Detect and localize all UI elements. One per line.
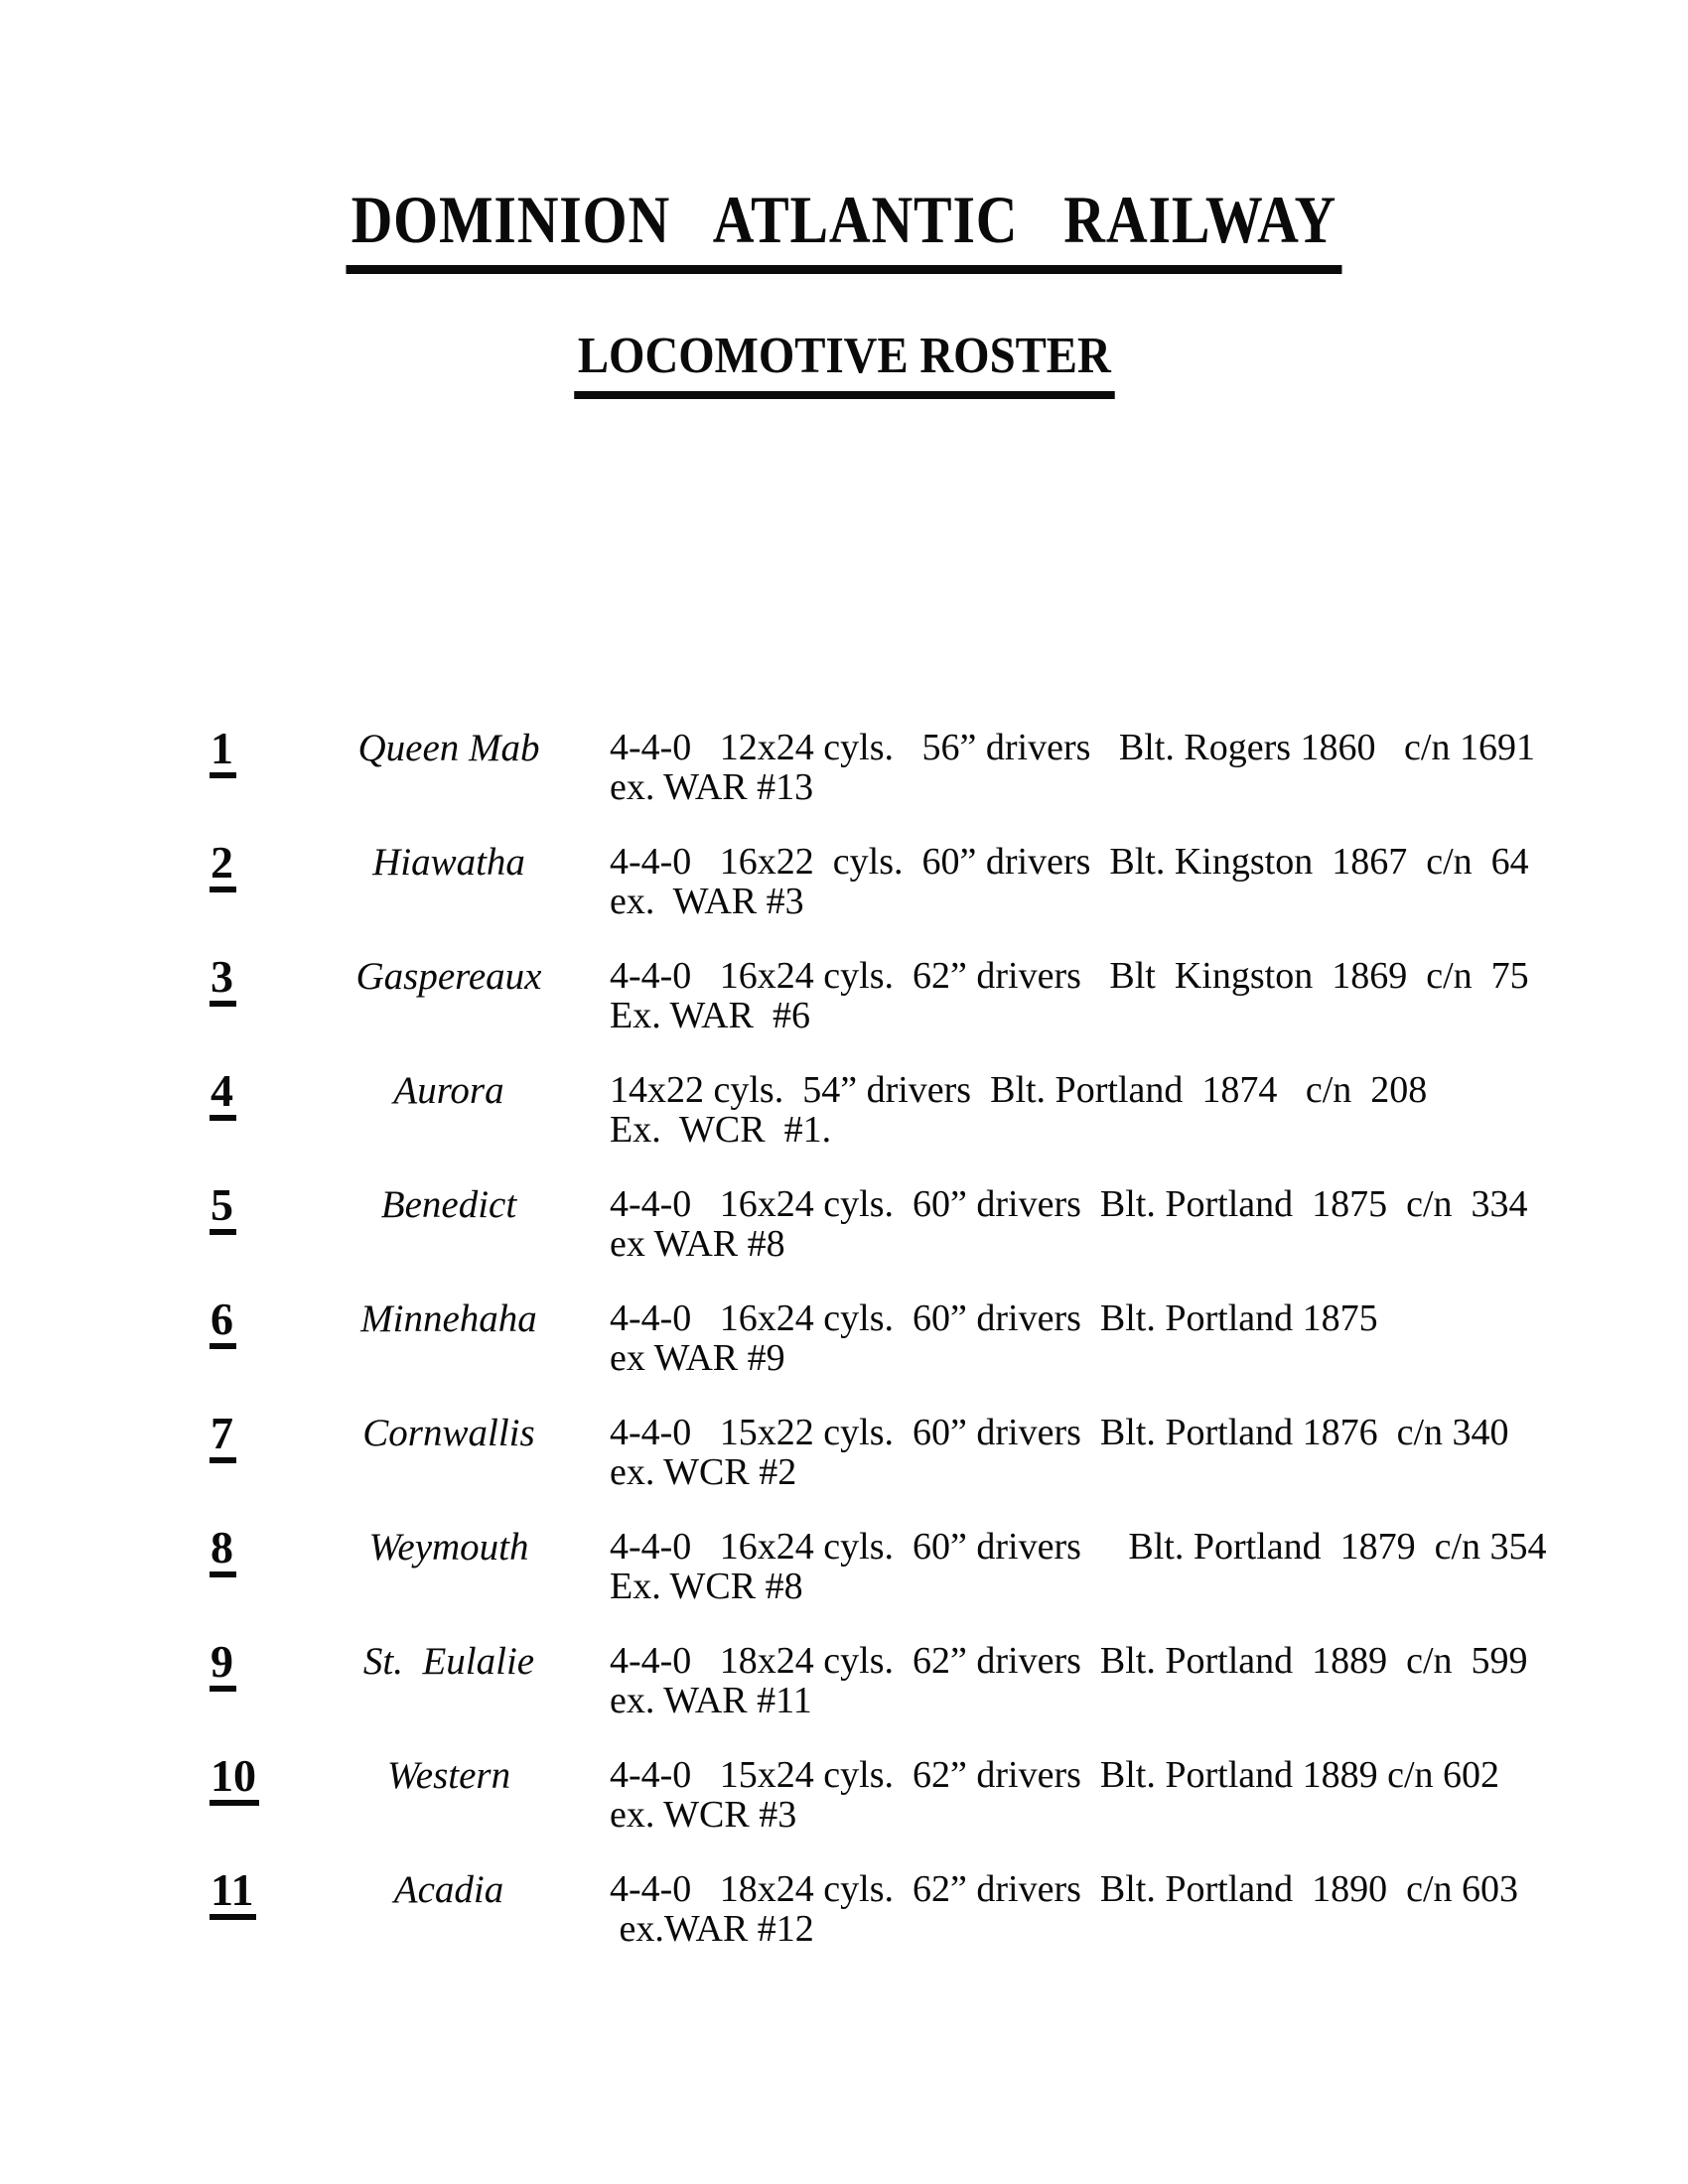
spec-line-1: 4-4-0 18x24 cyls. 62” drivers Blt. Portland 1889 c/n 599 xyxy=(610,1640,1528,1682)
entry-spec xyxy=(588,728,1688,807)
entry-number: 4 xyxy=(210,1070,236,1121)
roster-row-7 xyxy=(0,1408,1688,1527)
entry-number-cell xyxy=(211,1408,310,1463)
entry-number-cell xyxy=(211,723,310,778)
locomotive-roster xyxy=(0,723,1688,1983)
entry-number-cell xyxy=(211,1522,310,1577)
entry-number: 8 xyxy=(210,1527,236,1577)
locomotive-name: Gaspereaux xyxy=(355,955,542,998)
spec-line-1: 4-4-0 16x24 cyls. 62” drivers Blt Kingston 1869 c/n 75 xyxy=(610,955,1529,997)
entry-spec xyxy=(588,1184,1688,1264)
spec-line-2: ex. WCR #2 xyxy=(610,1451,797,1493)
locomotive-name: St. Eulalie xyxy=(362,1640,535,1683)
entry-spec xyxy=(588,956,1688,1035)
entry-number: 2 xyxy=(210,842,236,892)
entry-spec xyxy=(588,1641,1688,1720)
locomotive-name: Acadia xyxy=(393,1868,504,1911)
entry-number-cell xyxy=(211,1294,310,1349)
spec-line-1: 14x22 cyls. 54” drivers Blt. Portland 1874 c/n 208 xyxy=(610,1069,1428,1111)
document-subtitle-scale xyxy=(574,330,1114,399)
entry-number: 11 xyxy=(210,1869,256,1920)
spec-line-1: 4-4-0 15x22 cyls. 60” drivers Blt. Portland 1876 c/n 340 xyxy=(610,1412,1509,1453)
entry-number: 3 xyxy=(210,956,236,1007)
entry-spec xyxy=(588,1869,1688,1949)
locomotive-name: Aurora xyxy=(393,1069,504,1112)
entry-spec xyxy=(588,1413,1688,1492)
roster-row-5 xyxy=(0,1179,1688,1298)
entry-number-cell xyxy=(211,1864,310,1920)
locomotive-name: Benedict xyxy=(380,1183,517,1226)
entry-number-cell xyxy=(211,951,310,1007)
roster-row-6 xyxy=(0,1294,1688,1413)
spec-line-1: 4-4-0 12x24 cyls. 56” drivers Blt. Rogers 1860 c/n 1691 xyxy=(610,727,1535,768)
entry-number-cell xyxy=(211,1179,310,1235)
entry-number: 6 xyxy=(210,1298,236,1349)
locomotive-name: Queen Mab xyxy=(357,727,540,769)
roster-row-8 xyxy=(0,1522,1688,1641)
locomotive-name: Western xyxy=(386,1754,511,1797)
roster-row-2 xyxy=(0,837,1688,956)
entry-number: 9 xyxy=(210,1641,236,1692)
entry-spec xyxy=(588,1298,1688,1378)
spec-line-1: 4-4-0 18x24 cyls. 62” drivers Blt. Portland 1890 c/n 603 xyxy=(610,1868,1519,1910)
spec-line-1: 4-4-0 16x22 cyls. 60” drivers Blt. Kingston 1867 c/n 64 xyxy=(610,841,1529,883)
document-title-scale xyxy=(347,182,1342,274)
spec-line-2: ex. WCR #3 xyxy=(610,1794,797,1836)
locomotive-name: Cornwallis xyxy=(362,1412,535,1454)
spec-line-2: ex.WAR #12 xyxy=(610,1908,814,1950)
locomotive-name: Hiawatha xyxy=(372,841,525,884)
roster-row-10 xyxy=(0,1750,1688,1869)
document-title: DOMINION ATLANTIC RAILWAY xyxy=(347,185,1342,274)
spec-line-1: 4-4-0 15x24 cyls. 62” drivers Blt. Portland 1889 c/n 602 xyxy=(610,1754,1500,1796)
spec-line-1: 4-4-0 16x24 cyls. 60” drivers Blt. Portland 1875 c/n 334 xyxy=(610,1183,1528,1225)
document-subtitle: LOCOMOTIVE ROSTER xyxy=(574,330,1114,399)
entry-number: 7 xyxy=(210,1413,236,1463)
entry-number-cell xyxy=(211,1636,310,1692)
locomotive-name: Weymouth xyxy=(368,1526,529,1569)
document-subtitle-wrap xyxy=(0,330,1688,399)
spec-line-2: Ex. WCR #8 xyxy=(610,1566,803,1607)
spec-line-2: ex WAR #9 xyxy=(610,1337,785,1379)
roster-row-9 xyxy=(0,1636,1688,1755)
spec-line-2: ex. WAR #11 xyxy=(610,1680,812,1721)
locomotive-name: Minnehaha xyxy=(360,1297,537,1340)
roster-row-3 xyxy=(0,951,1688,1070)
entry-spec xyxy=(588,1755,1688,1835)
document-title-wrap xyxy=(0,182,1688,274)
spec-line-1: 4-4-0 16x24 cyls. 60” drivers Blt. Portland 1879 c/n 354 xyxy=(610,1526,1547,1568)
entry-number: 5 xyxy=(210,1184,236,1235)
roster-row-11 xyxy=(0,1864,1688,1983)
entry-spec xyxy=(588,1070,1688,1150)
entry-number-cell xyxy=(211,1065,310,1121)
entry-spec xyxy=(588,1527,1688,1606)
spec-line-2: ex WAR #8 xyxy=(610,1223,785,1265)
spec-line-2: ex. WAR #13 xyxy=(610,766,814,808)
spec-line-1: 4-4-0 16x24 cyls. 60” drivers Blt. Portland 1875 xyxy=(610,1297,1378,1339)
entry-number: 1 xyxy=(210,728,236,778)
entry-number-cell xyxy=(211,1750,310,1806)
spec-line-2: Ex. WAR #6 xyxy=(610,995,810,1036)
entry-spec xyxy=(588,842,1688,921)
entry-number-cell xyxy=(211,837,310,892)
entry-number: 10 xyxy=(210,1755,259,1806)
spec-line-2: Ex. WCR #1. xyxy=(610,1109,832,1151)
roster-row-4 xyxy=(0,1065,1688,1184)
roster-row-1 xyxy=(0,723,1688,842)
spec-line-2: ex. WAR #3 xyxy=(610,881,804,922)
